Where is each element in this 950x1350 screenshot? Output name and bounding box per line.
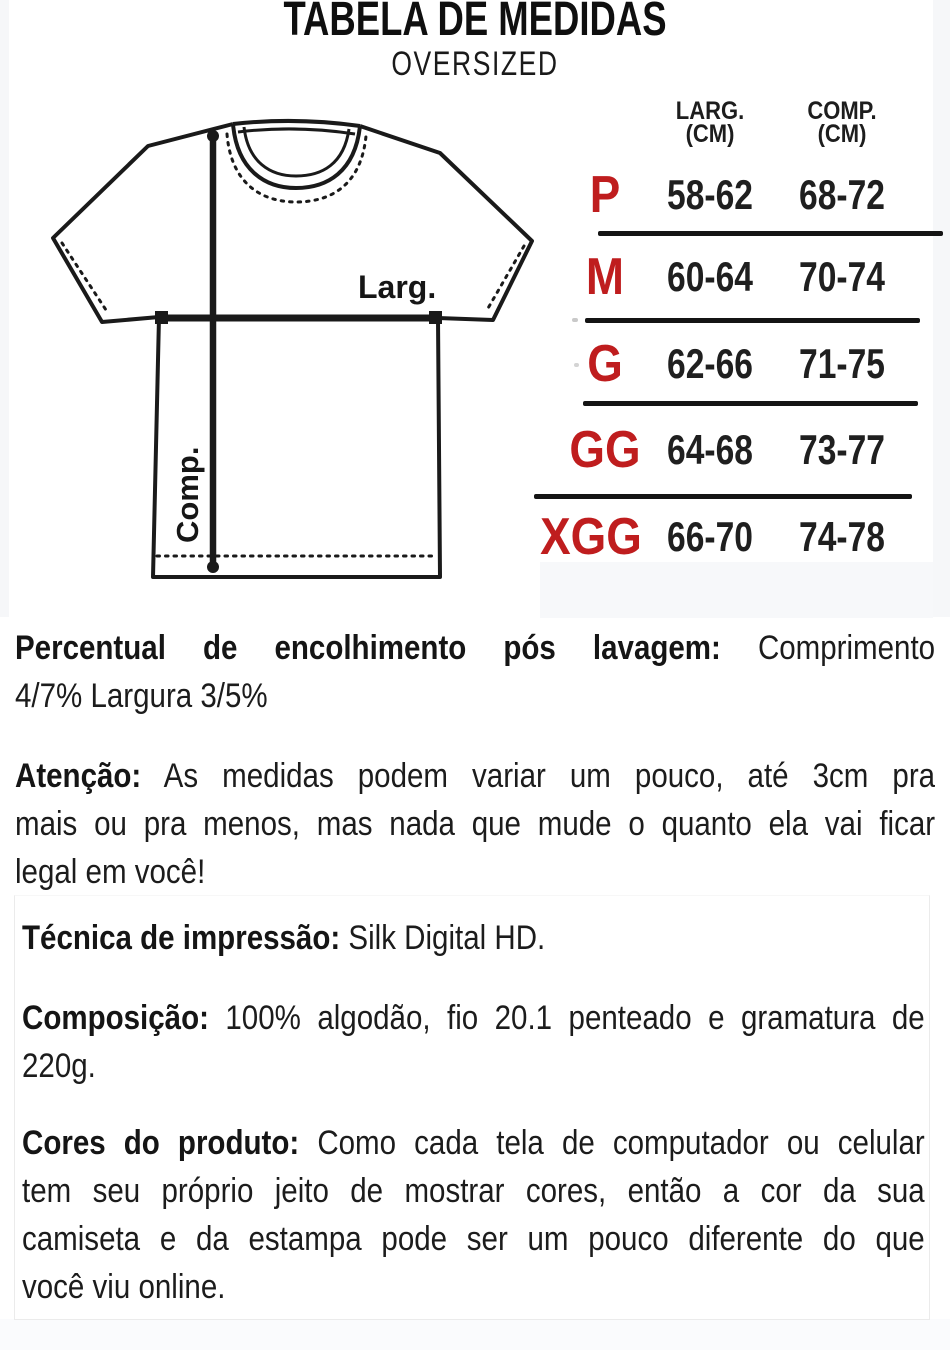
- table-row-xgg: [535, 507, 950, 567]
- page-edge-bottom: [0, 1319, 950, 1350]
- text-line: [22, 1042, 925, 1090]
- row-separator: [598, 231, 943, 236]
- text-line: [15, 672, 935, 720]
- width-value: 64-68: [667, 426, 753, 473]
- column-header-comp-line1: COMP.: [807, 97, 877, 125]
- artifact-dot: [572, 318, 578, 322]
- text-span: 220g.: [22, 1047, 96, 1085]
- column-header-comp: [780, 97, 903, 148]
- column-header-larg: [648, 97, 771, 148]
- size-label: M: [585, 248, 625, 306]
- width-value: 66-70: [667, 513, 753, 560]
- tshirt-diagram: [35, 110, 575, 602]
- paragraph-label: Técnica de impressão:: [22, 919, 341, 957]
- collar-front-inner: [244, 127, 349, 176]
- column-header-larg-line2: (CM): [685, 120, 735, 148]
- text-line: [22, 1215, 925, 1263]
- paragraph-label: Cores do produto:: [22, 1124, 300, 1162]
- table-row-p: [535, 165, 950, 225]
- width-value: 60-64: [667, 253, 753, 300]
- text-span: legal em você!: [15, 853, 206, 891]
- artifact-dot: [574, 363, 579, 367]
- length-value: 73-77: [799, 426, 885, 473]
- text-line: [15, 624, 935, 672]
- length-measure-top-marker: [207, 130, 219, 142]
- paragraph-label: Composição:: [22, 999, 209, 1037]
- length-value: 68-72: [799, 171, 885, 218]
- width-measure-right-marker: [429, 311, 442, 324]
- paragraph-shrinkage: [15, 624, 935, 720]
- text-span: camiseta e da estampa pode ser um pouco diferente do que: [22, 1220, 925, 1258]
- paragraph-label: Atenção:: [15, 757, 142, 795]
- page-title: TABELA DE MEDIDAS: [283, 0, 667, 46]
- right-sleeve-seam: [487, 246, 524, 310]
- text-span: tem seu próprio jeito de mostrar cores, então a cor da sua: [22, 1172, 925, 1210]
- left-sleeve-seam: [62, 243, 108, 313]
- text-line: [22, 914, 925, 962]
- width-value: 62-66: [667, 340, 753, 387]
- text-line: [15, 848, 935, 896]
- width-label: Larg.: [358, 269, 437, 305]
- paragraph-composition: [22, 994, 925, 1090]
- text-span: 4/7% Largura 3/5%: [15, 677, 268, 715]
- collar-back-inner: [238, 129, 355, 134]
- column-header-comp-line2: (CM): [817, 120, 867, 148]
- text-line: [22, 1119, 925, 1167]
- text-span: 100% algodão, fio 20.1 penteado e gramatura de: [225, 999, 925, 1037]
- size-label: GG: [569, 421, 641, 479]
- width-measure-left-marker: [155, 311, 168, 324]
- row-separator: [585, 318, 920, 323]
- size-label: G: [587, 335, 623, 393]
- text-span: mais ou pra menos, mas nada que mude o quanto ela vai ficar: [15, 805, 936, 843]
- table-bottom-gap: [540, 562, 933, 618]
- tshirt-outline: [53, 124, 532, 577]
- page-subtitle: OVERSIZED: [391, 45, 559, 83]
- length-value: 71-75: [799, 340, 885, 387]
- paragraph-product-colors: [22, 1119, 925, 1311]
- paragraph-print-technique: [22, 914, 925, 962]
- row-separator: [534, 494, 912, 499]
- column-header-larg-line1: LARG.: [675, 97, 745, 125]
- text-line: [22, 1263, 925, 1311]
- text-span: Comprimento: [757, 629, 936, 667]
- row-separator: [583, 401, 918, 406]
- table-row-m: [535, 247, 950, 307]
- text-span: Silk Digital HD.: [348, 919, 546, 957]
- paragraph-attention: [15, 752, 935, 896]
- paragraph-label: Percentual de encolhimento pós lavagem:: [15, 629, 721, 667]
- length-label: Comp.: [170, 446, 205, 543]
- length-value: 74-78: [799, 513, 885, 560]
- size-label: P: [589, 166, 621, 224]
- collar-back-outer: [233, 121, 360, 126]
- width-value: 58-62: [667, 171, 753, 218]
- size-label: XGG: [540, 508, 642, 566]
- text-line: [22, 1167, 925, 1215]
- length-value: 70-74: [799, 253, 885, 300]
- length-measure-bottom-marker: [207, 561, 219, 573]
- table-row-g: [535, 334, 950, 394]
- table-row-gg: [535, 420, 950, 480]
- text-line: [22, 994, 925, 1042]
- text-span: Como cada tela de computador ou celular: [317, 1124, 925, 1162]
- text-span: você viu online.: [22, 1268, 226, 1306]
- text-line: [15, 752, 935, 800]
- page-edge-left: [0, 0, 9, 617]
- text-span: As medidas podem variar um pouco, até 3cm pra: [163, 757, 936, 795]
- text-line: [15, 800, 935, 848]
